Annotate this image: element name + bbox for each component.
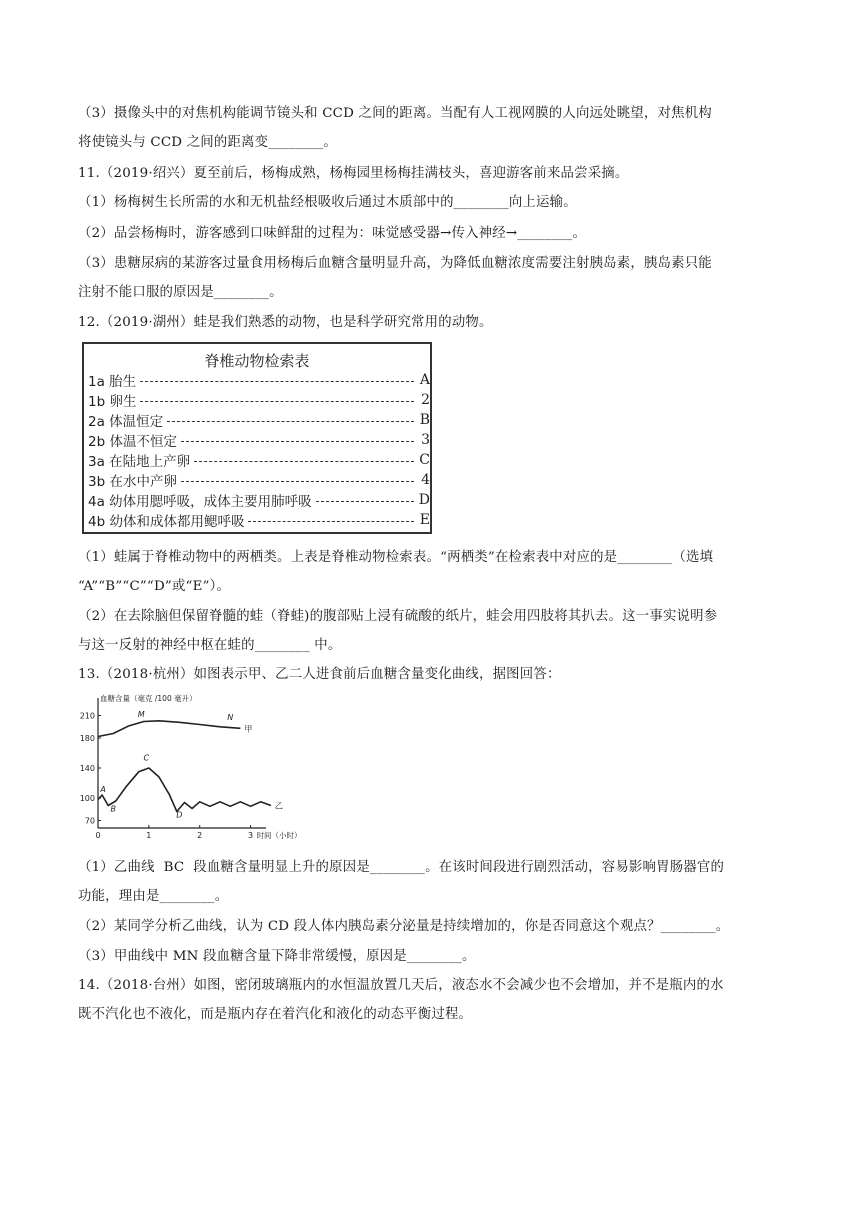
y-tick-label: 70 <box>84 816 95 826</box>
question-13-part-3: （3）甲曲线中 MN 段血糖含量下降非常缓慢，原因是________。 <box>78 949 476 964</box>
key-table-title: 脊椎动物检索表 <box>204 352 310 370</box>
key-row-text: 1a 胎生 <box>88 374 137 390</box>
key-row <box>88 410 430 430</box>
point-label: N <box>227 713 234 722</box>
x-axis-label: 时间（小时） <box>256 831 302 840</box>
key-row-text: 3b 在水中产卵 <box>88 474 177 490</box>
question-11-part-3-cont: 注射不能口服的原因是________。 <box>78 285 283 300</box>
y-tick-label: 180 <box>79 734 95 743</box>
vertebrate-key-table <box>82 342 432 534</box>
question-13-part-2: （2）某同学分析乙曲线，认为 CD 段人体内胰岛素分泌量是持续增加的，你是否同意这个观点？________。 <box>78 919 730 934</box>
key-row-code: D <box>418 492 430 508</box>
key-row-leader <box>316 501 414 502</box>
question-10-part-3: （3）摄像头中的对焦机构能调节镜头和 CCD 之间的距离。当配有人工视网膜的人向远处眺望，对焦机构 <box>78 106 712 121</box>
key-row-text: 4a 幼体用腮呼吸，成体主要用肺呼吸 <box>88 494 312 510</box>
blood-sugar-chart <box>76 690 302 850</box>
key-row-code: A <box>419 372 430 388</box>
key-row-leader <box>167 421 414 422</box>
question-11-stem: 11.（2019·绍兴）夏至前后，杨梅成熟，杨梅园里杨梅挂满枝头，喜迎游客前来品尝采摘。 <box>78 166 629 181</box>
key-row-text: 4b 幼体和成体都用鳃呼吸 <box>88 514 245 530</box>
series-line-2 <box>98 768 271 812</box>
question-13-part-1: （1）乙曲线 BC 段血糖含量明显上升的原因是________。在该时间段进行剧烈活动，容易影响胃肠器官的 <box>78 860 725 875</box>
question-13-part-1-cont: 功能，理由是________。 <box>78 889 229 904</box>
point-label: A <box>100 785 106 794</box>
key-row-leader <box>181 441 414 442</box>
key-row-code: 4 <box>421 472 430 488</box>
key-row-leader <box>248 521 414 522</box>
key-row <box>88 430 430 450</box>
question-12-part-2-cont: 与这一反射的神经中枢在蛙的________ 中。 <box>78 638 342 653</box>
series-label: 甲 <box>244 724 253 734</box>
question-12-part-1-cont: “A”“B”“C”“D”或“E”）。 <box>78 579 231 594</box>
question-14-stem: 14.（2018·台州）如图，密闭玻璃瓶内的水恒温放置几天后，液态水不会减少也不会增加，并不是瓶内的水 <box>78 978 724 993</box>
question-11-part-3: （3）患糖尿病的某游客过量食用杨梅后血糖含量明显升高，为降低血糖浓度需要注射胰岛素，胰岛素只能 <box>78 256 712 271</box>
key-row-text: 1b 卵生 <box>88 394 137 410</box>
y-tick-label: 210 <box>79 711 95 721</box>
key-row <box>88 390 430 410</box>
key-row-leader <box>140 381 414 382</box>
question-13-stem: 13.（2018·杭州）如图表示甲、乙二人进食前后血糖含量变化曲线，据图回答： <box>78 667 561 682</box>
key-row-code: C <box>419 452 430 468</box>
key-row <box>88 370 430 390</box>
question-14-stem-cont: 既不汽化也不液化，而是瓶内存在着汽化和液化的动态平衡过程。 <box>78 1007 473 1022</box>
key-row <box>88 510 430 530</box>
key-row-text: 3a 在陆地上产卵 <box>88 454 191 470</box>
y-tick-label: 140 <box>79 764 95 773</box>
key-row <box>88 450 430 470</box>
question-10-part-3-cont: 将使镜头与 CCD 之间的距离变________。 <box>78 135 337 150</box>
key-row-leader <box>140 401 414 402</box>
point-label: B <box>110 804 117 814</box>
key-row-code: 3 <box>421 432 430 448</box>
key-row-leader <box>181 481 414 482</box>
y-axis-label: 血糖含量（毫克 /100 毫升） <box>100 694 197 703</box>
question-11-part-2: （2）品尝杨梅时，游客感到口味鲜甜的过程为：味觉感受器→传入神经→________。 <box>78 226 587 241</box>
key-row-code: B <box>419 412 430 428</box>
key-row <box>88 470 430 490</box>
question-12-part-2: （2）在去除脑但保留脊髓的蛙（脊蛙)的腹部贴上浸有硫酸的纸片，蛙会用四肢将其扒去。这一事实说明参 <box>78 609 718 624</box>
series-label: 乙 <box>274 801 283 811</box>
key-row-code: E <box>419 512 430 528</box>
x-tick-label: 1 <box>146 831 152 840</box>
x-tick-label: 3 <box>248 831 254 840</box>
y-tick-label: 100 <box>79 794 95 803</box>
point-label: C <box>143 753 150 763</box>
x-tick-label: 2 <box>197 831 203 840</box>
key-row-leader <box>194 461 414 462</box>
key-row-text: 2b 体温不恒定 <box>88 434 177 450</box>
series-line-1 <box>98 721 240 737</box>
key-row-text: 2a 体温恒定 <box>88 414 164 430</box>
x-tick-label: 0 <box>95 831 101 840</box>
point-label: M <box>137 710 145 719</box>
point-label: D <box>176 810 183 820</box>
question-12-stem: 12.（2019·湖州）蛙是我们熟悉的动物，也是科学研究常用的动物。 <box>78 315 493 330</box>
question-11-part-1: （1）杨梅树生长所需的水和无机盐经根吸收后通过木质部中的________向上运输。 <box>78 195 577 210</box>
key-row-code: 2 <box>421 392 430 408</box>
question-12-part-1: （1）蛙属于脊椎动物中的两栖类。上表是脊椎动物检索表。“两栖类”在检索表中对应的是________（选填 <box>78 550 714 565</box>
key-row <box>88 490 430 510</box>
